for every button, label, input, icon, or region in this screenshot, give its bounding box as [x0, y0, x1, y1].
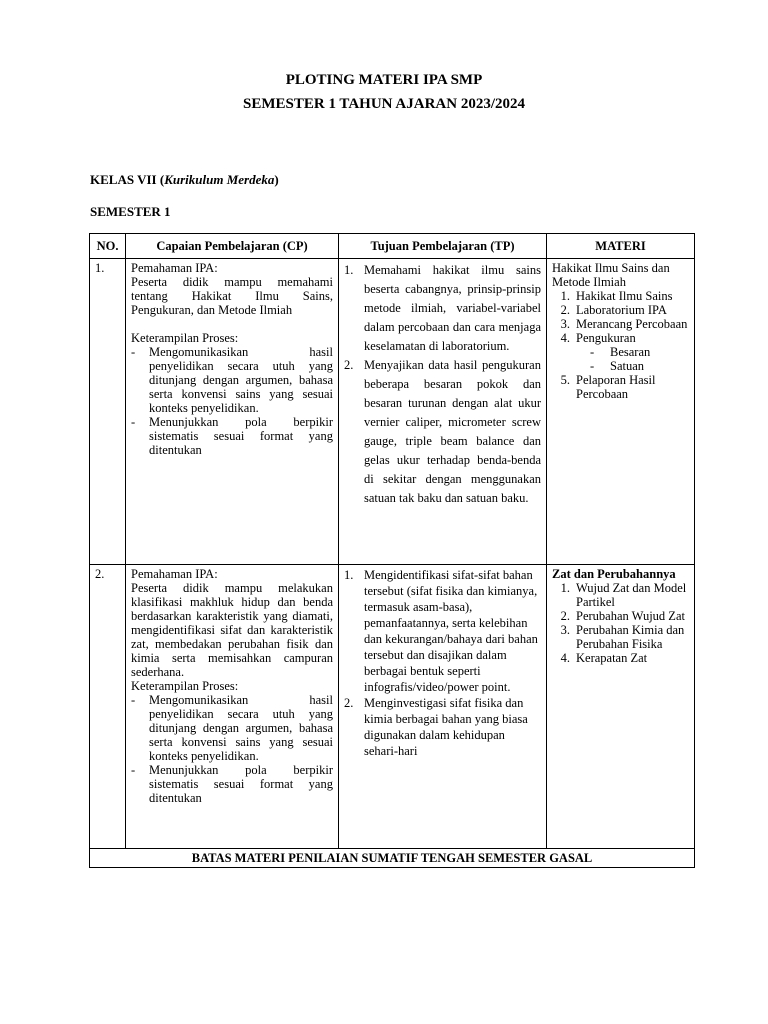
list-item: 2. Laboratorium IPA	[560, 303, 667, 317]
sub-list-item: - Satuan	[590, 359, 645, 373]
table-row	[90, 259, 695, 565]
cp-text: Peserta didik mampu melakukan klasifikasi makhluk hidup dan benda berdasarkan karakteristik yang diamati, mengidentifikasi sifat dan karakteristik zat, membedakan perubahan fisik dan kimia serta memisahkan campuran sederhana.	[131, 581, 333, 679]
list-item: - Menunjukkan pola berpikir sistematis sesuai format yang ditentukan	[131, 415, 333, 457]
semester-label: SEMESTER 1	[90, 204, 171, 219]
header-no: NO.	[90, 234, 126, 259]
cp-skill-heading: Keterampilan Proses:	[131, 679, 239, 693]
list-item: - Mengomunikasikan hasil penyelidikan secara utuh yang ditunjang dengan argumen, bahasa serta konvensi sains yang sesuai konteks penyelidikan.	[131, 693, 333, 763]
cp-heading: Pemahaman IPA:	[131, 261, 218, 275]
header-tp: Tujuan Pembelajaran (TP)	[339, 234, 547, 259]
cp-text: Peserta didik mampu memahami tentang Hakikat Ilmu Sains, Pengukuran, dan Metode Ilmiah	[131, 275, 333, 317]
footer-row	[90, 849, 695, 868]
materi-heading: Zat dan Perubahannya	[552, 567, 676, 581]
list-item: - Menunjukkan pola berpikir sistematis sesuai format yang ditentukan	[131, 763, 333, 805]
kelas-label: KELAS VII (Kurikulum Merdeka)	[90, 172, 279, 187]
list-item: 1. Memahami hakikat ilmu sains beserta cabangnya, prinsip-prinsip metode ilmiah, variabel-variabel dalam percobaan dan cara menjaga keselamatan di laboratorium.	[344, 263, 541, 353]
list-item: 1. Hakikat Ilmu Sains	[560, 289, 673, 303]
table-row	[90, 565, 695, 849]
materi-heading: Hakikat Ilmu Sains dan Metode Ilmiah	[552, 261, 670, 289]
materi-table	[89, 233, 695, 868]
list-item: 3. Merancang Percobaan	[560, 317, 688, 331]
table-header-row	[90, 234, 695, 259]
list-item: 4. Kerapatan Zat	[560, 651, 648, 665]
list-item: 3. Perubahan Kimia dan Perubahan Fisika	[560, 623, 685, 651]
materi-cell	[547, 259, 695, 565]
row-number: 2.	[90, 565, 126, 849]
cp-cell	[126, 565, 339, 849]
sub-list-item: - Besaran	[590, 345, 651, 359]
tp-cell	[339, 565, 547, 849]
list-item: 2. Menyajikan data hasil pengukuran beberapa besaran pokok dan besaran turunan dengan alat ukur vernier caliper, micrometer screw gauge, triple beam balance dan gelas ukur terhadap benda-benda di sekitar dengan menggunakan satuan tak baku dan satuan baku.	[344, 358, 541, 505]
list-item: 1. Mengidentifikasi sifat-sifat bahan tersebut (sifat fisika dan kimianya, termasuk asam-basa), pemanfaatannya, serta kelebihan dan kekurangan/bahaya dari bahan tersebut dan disajikan dalam berbagai bentuk seperti infografis/video/power point.	[344, 568, 538, 694]
cp-cell	[126, 259, 339, 565]
doc-subtitle: SEMESTER 1 TAHUN AJARAN 2023/2024	[243, 96, 525, 112]
materi-cell	[547, 565, 695, 849]
footer-text: BATAS MATERI PENILAIAN SUMATIF TENGAH SEMESTER GASAL	[90, 849, 695, 868]
cp-heading: Pemahaman IPA:	[131, 567, 218, 581]
list-item: 2. Menginvestigasi sifat fisika dan kimia berbagai bahan yang biasa digunakan dalam kehidupan sehari-hari	[344, 696, 528, 758]
list-item: 4. Pengukuran	[560, 331, 636, 345]
list-item: 2. Perubahan Wujud Zat	[560, 609, 685, 623]
header-materi: MATERI	[547, 234, 695, 259]
doc-title: PLOTING MATERI IPA SMP	[285, 72, 483, 88]
list-item: 5. Pelaporan Hasil Percobaan	[560, 373, 656, 401]
list-item: 1. Wujud Zat dan Model Partikel	[560, 581, 687, 609]
list-item: - Mengomunikasikan hasil penyelidikan secara utuh yang ditunjang dengan argumen, bahasa serta konvensi sains yang sesuai konteks penyelidikan.	[131, 345, 333, 415]
row-number: 1.	[90, 259, 126, 565]
header-cp: Capaian Pembelajaran (CP)	[126, 234, 339, 259]
tp-cell	[339, 259, 547, 565]
cp-skill-heading: Keterampilan Proses:	[131, 331, 239, 345]
